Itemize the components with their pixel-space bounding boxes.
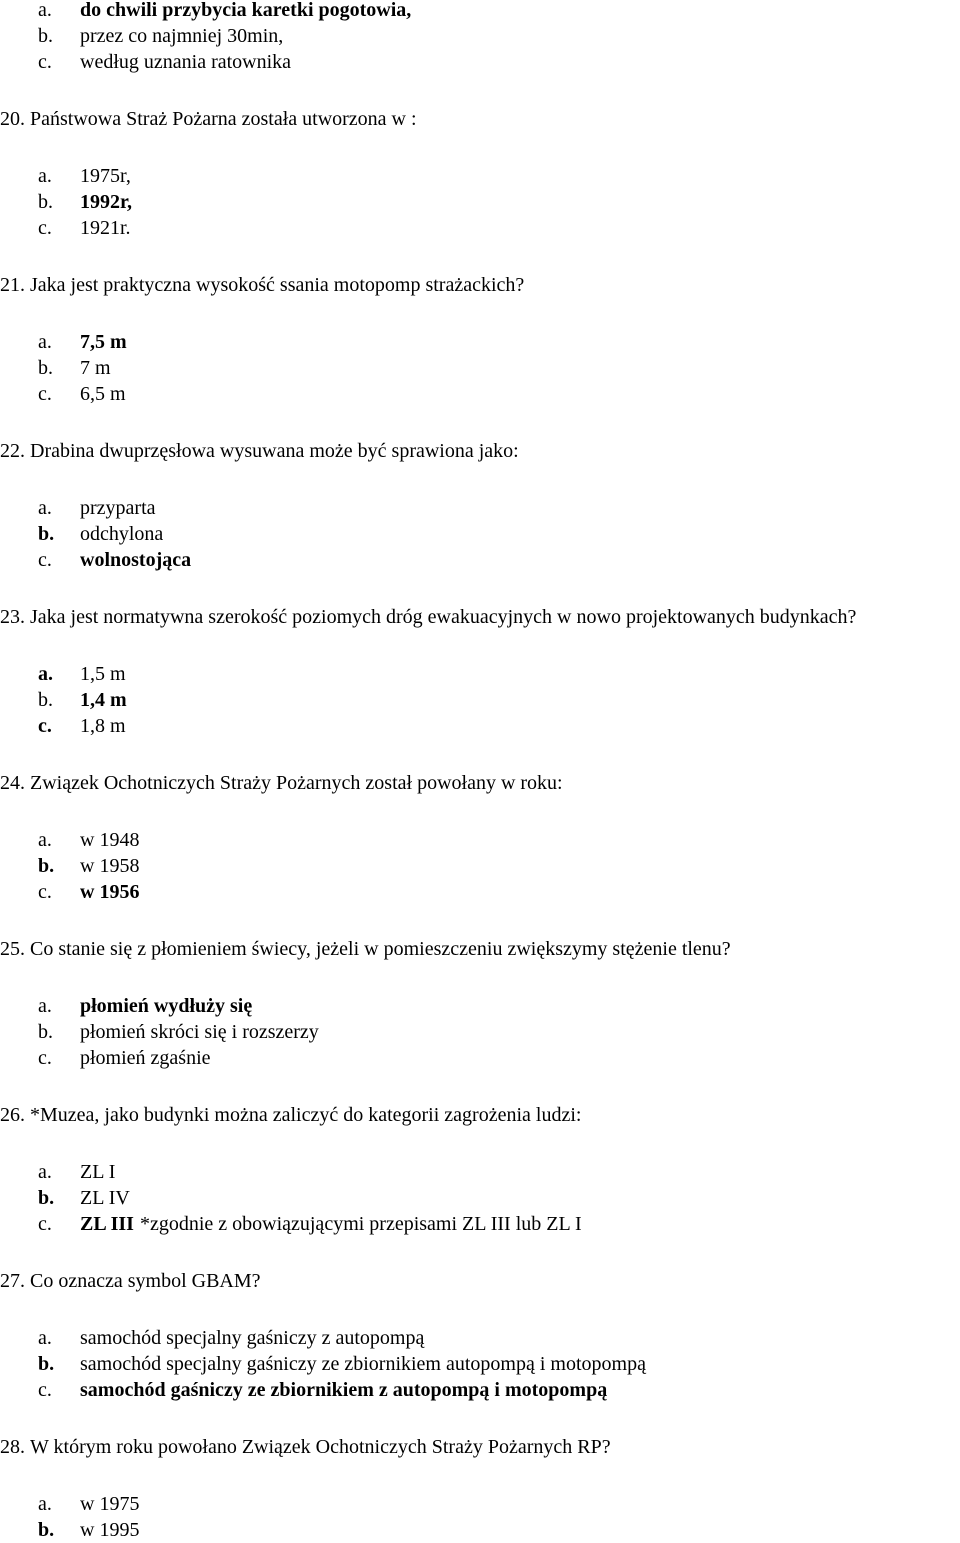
option-text: ZL IV: [80, 1187, 130, 1209]
option-letter: c.: [38, 51, 52, 73]
option-letter: a.: [38, 1493, 52, 1515]
option-text: 1,5 m: [80, 663, 126, 685]
option-text: płomień skróci się i rozszerzy: [80, 1021, 319, 1043]
option-text-wrap: [80, 381, 126, 407]
option-text: w 1956: [80, 881, 140, 903]
option-letter: c.: [38, 881, 52, 903]
question-heading: [0, 1268, 261, 1294]
option-text-wrap: [80, 1045, 211, 1071]
option-text: przez co najmniej 30min,: [80, 25, 284, 47]
option-text-wrap: [80, 1325, 424, 1351]
option-letter: a.: [38, 0, 52, 21]
option-letter: b.: [38, 689, 53, 711]
option-letter: b.: [38, 855, 55, 877]
question-number: 21.: [0, 274, 25, 296]
option-text: do chwili przybycia karetki pogotowia,: [80, 0, 412, 21]
question-heading: [0, 272, 524, 298]
option-letter: b.: [38, 191, 53, 213]
option-text: odchylona: [80, 523, 164, 545]
question-number: 22.: [0, 440, 25, 462]
option-text: w 1975: [80, 1493, 140, 1515]
question-text: Co oznacza symbol GBAM?: [30, 1270, 261, 1292]
question-text: Drabina dwuprzęsłowa wysuwana może być sprawiona jako:: [30, 440, 519, 462]
option-text-wrap: [80, 661, 126, 687]
question-number: 28.: [0, 1436, 25, 1458]
option-text-wrap: [80, 827, 139, 853]
option-text-wrap: [80, 1491, 139, 1517]
option-text-wrap: [80, 879, 139, 905]
option-text: 1992r,: [80, 191, 133, 213]
option-text: ZL I: [80, 1161, 116, 1183]
option-letter: a.: [38, 1161, 52, 1183]
option-text-wrap: [80, 687, 127, 713]
option-text-wrap: [80, 49, 291, 75]
option-letter: a.: [38, 663, 53, 685]
question-text: Jaka jest praktyczna wysokość ssania motopomp strażackich?: [30, 274, 525, 296]
option-text-wrap: [80, 495, 156, 521]
option-text-wrap: [80, 329, 127, 355]
option-text-wrap: [80, 853, 139, 879]
option-letter: c.: [38, 549, 52, 571]
option-letter: b.: [38, 1187, 55, 1209]
option-text: w 1995: [80, 1519, 140, 1541]
option-letter: b.: [38, 1353, 55, 1375]
option-letter: c.: [38, 217, 52, 239]
option-text-wrap: [80, 1019, 319, 1045]
question-number: 26.: [0, 1104, 25, 1126]
question-text: W którym roku powołano Związek Ochotniczych Straży Pożarnych RP?: [30, 1436, 611, 1458]
option-text-wrap: [80, 713, 126, 739]
option-text: w 1958: [80, 855, 140, 877]
option-text: przyparta: [80, 497, 156, 519]
question-number: 25.: [0, 938, 25, 960]
question-text: Co stanie się z płomieniem świecy, jeżeli w pomieszczeniu zwiększymy stężenie tlenu?: [30, 938, 731, 960]
option-text: 1,8 m: [80, 715, 126, 737]
question-heading: [0, 438, 519, 464]
option-text: płomień wydłuży się: [80, 995, 253, 1017]
option-letter: c.: [38, 715, 52, 737]
question-number: 23.: [0, 606, 25, 628]
option-letter: b.: [38, 25, 53, 47]
option-text: 1,4 m: [80, 689, 127, 711]
option-text: samochód specjalny gaśniczy ze zbiornikiem autopompą i motopompą: [80, 1353, 646, 1375]
option-letter: a.: [38, 497, 52, 519]
option-letter: a.: [38, 1327, 52, 1349]
option-letter: b.: [38, 523, 55, 545]
option-letter: c.: [38, 1047, 52, 1069]
question-heading: [0, 770, 563, 796]
option-text-wrap: [80, 1377, 607, 1403]
option-text-wrap: [80, 1211, 582, 1237]
question-heading: [0, 106, 417, 132]
question-number: 20.: [0, 108, 25, 130]
question-text: Państwowa Straż Pożarna została utworzona w :: [30, 108, 417, 130]
option-text: w 1948: [80, 829, 140, 851]
option-text: 6,5 m: [80, 383, 126, 405]
option-text: 1921r.: [80, 217, 131, 239]
option-text: według uznania ratownika: [80, 51, 292, 73]
option-text: ZL III: [80, 1213, 134, 1235]
option-text-wrap: [80, 1351, 646, 1377]
option-letter: b.: [38, 1021, 53, 1043]
option-text-wrap: [80, 521, 163, 547]
option-text-wrap: [80, 189, 132, 215]
option-text: wolnostojąca: [80, 549, 192, 571]
option-letter: c.: [38, 383, 52, 405]
question-text: *Muzea, jako budynki można zaliczyć do kategorii zagrożenia ludzi:: [30, 1104, 582, 1126]
option-text-wrap: [80, 1159, 115, 1185]
option-text-wrap: [80, 355, 111, 381]
option-letter: a.: [38, 995, 52, 1017]
option-text-wrap: [80, 163, 131, 189]
option-text-wrap: [80, 215, 131, 241]
option-text-wrap: [80, 993, 252, 1019]
option-text: 1975r,: [80, 165, 131, 187]
option-letter: c.: [38, 1213, 52, 1235]
option-text: samochód specjalny gaśniczy z autopompą: [80, 1327, 425, 1349]
question-text: Związek Ochotniczych Straży Pożarnych został powołany w roku:: [30, 772, 563, 794]
question-number: 27.: [0, 1270, 25, 1292]
option-letter: a.: [38, 331, 52, 353]
question-heading: [0, 936, 731, 962]
option-letter: a.: [38, 165, 52, 187]
option-text-wrap: [80, 1185, 130, 1211]
question-number: 24.: [0, 772, 25, 794]
option-letter: b.: [38, 1519, 55, 1541]
option-letter: c.: [38, 1379, 52, 1401]
option-text: 7,5 m: [80, 331, 127, 353]
option-text-wrap: [80, 547, 191, 573]
option-letter: b.: [38, 357, 53, 379]
option-text-wrap: [80, 23, 283, 49]
question-heading: [0, 1434, 611, 1460]
question-text: Jaka jest normatywna szerokość poziomych dróg ewakuacyjnych w nowo projektowanych budynkach?: [30, 606, 857, 628]
option-note: *zgodnie z obowiązującymi przepisami ZL III lub ZL I: [139, 1213, 582, 1235]
question-heading: [0, 604, 856, 630]
option-text: płomień zgaśnie: [80, 1047, 211, 1069]
option-text: samochód gaśniczy ze zbiornikiem z autopompą i motopompą: [80, 1379, 608, 1401]
question-heading: [0, 1102, 581, 1128]
option-text-wrap: [80, 1517, 139, 1543]
option-letter: a.: [38, 829, 52, 851]
option-text-wrap: [80, 0, 411, 23]
option-text: 7 m: [80, 357, 111, 379]
